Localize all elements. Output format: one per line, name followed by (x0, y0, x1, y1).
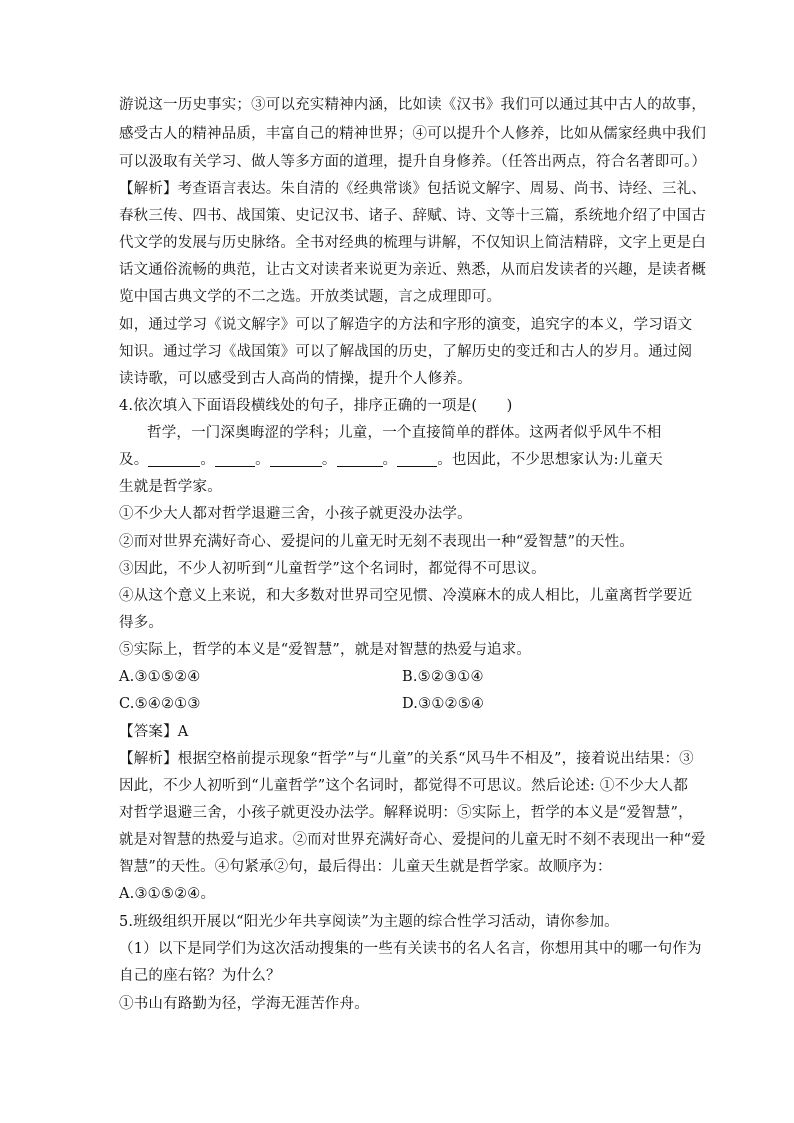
blank-line (148, 452, 200, 467)
text-line: 览中国古典文学的不二之选。开放类试题，言之成理即可。 (119, 289, 502, 305)
text-fragment: 。 (321, 452, 337, 468)
question-5-stem: 5.班级组织开展以“阳光少年共享阅读”为主题的综合性学习活动，请你参加。 (119, 914, 619, 930)
question-4-stem: 4.依次填入下面语段横线处的句子，排序正确的一项是( ) (119, 398, 513, 414)
blank-line (397, 452, 437, 467)
text-line: 因此，不少人初听到“儿童哲学”这个名词时，都觉得不可思议。然后论述: ①不少大人都 (119, 778, 689, 794)
choice-row (119, 695, 485, 713)
answer-label: 【答案】A (119, 724, 189, 740)
text-line: 可以汲取有关学习、做人等多方面的道理，提升自身修养。（任答出两点，符合名著即可。） (119, 154, 707, 170)
sentence-option: ④从这个意义上来说，和大多数对世界司空见惯、冷漠麻木的成人相比，儿童离哲学要近 (119, 588, 693, 604)
choice-b: B.⑤②③①④ (402, 669, 484, 685)
text-line: 对哲学退避三舍，小孩子就更没办法学。解释说明：⑤实际上，哲学的本义是“爱智慧”， (119, 805, 693, 821)
text-fragment: 。 (255, 452, 270, 468)
choice-a: A.③①⑤②④ (119, 669, 201, 685)
text-line: 读诗歌，可以感受到古人高尚的情操，提升个人修养。 (119, 371, 472, 387)
text-line: 感受古人的精神品质，丰富自己的精神世界；④可以提升个人修养，比如从儒家经典中我们 (119, 126, 707, 142)
text-line: 代文学的发展与历史脉络。全书对经典的梳理与讲解，不仅知识上简洁精辟，文字上更是白 (119, 235, 707, 251)
blank-line (215, 452, 255, 467)
quote-item: ①书山有路勤为径，学海无涯苦作舟。 (119, 996, 369, 1012)
text-line: 就是对智慧的热爱与追求。②而对世界充满好奇心、爱提问的儿童无时不刻不表现出一种“爱 (119, 832, 706, 848)
text-line: 哲学，一门深奥晦涩的学科；儿童，一个直接简单的群体。这两者似乎风牛不相 (147, 425, 662, 441)
sentence-option: ①不少大人都对哲学退避三舍，小孩子就更没办法学。 (119, 506, 472, 522)
text-line: 话文通俗流畅的典范，让古文对读者来说更为亲近、熟悉，从而启发读者的兴趣，是读者概 (119, 262, 707, 278)
sentence-option: ③因此，不少人初听到“儿童哲学”这个名词时，都觉得不可思议。 (119, 561, 546, 577)
text-line: A.③①⑤②④。 (119, 886, 216, 902)
fill-blank-line (119, 451, 663, 469)
text-fragment: 。 (382, 452, 398, 468)
blank-line (337, 452, 383, 467)
text-fragment: 。也因此，不少思想家认为:儿童天 (437, 452, 663, 468)
text-line: 生就是哲学家。 (119, 479, 222, 495)
text-line: 得多。 (119, 615, 164, 631)
text-fragment: 及。 (119, 452, 149, 468)
text-line: 智慧”的天性。④句紧承②句，最后得出：儿童天生就是哲学家。故顺序为： (119, 859, 612, 875)
text-line: 【解析】考查语言表达。朱自清的《经典常谈》包括说文解字、周易、尚书、诗经、三礼、 (119, 181, 707, 197)
choice-d: D.③①②⑤④ (402, 696, 485, 712)
text-line: 游说这一历史事实；③可以充实精神内涵，比如读《汉书》我们可以通过其中古人的故事， (119, 97, 707, 113)
text-line: 春秋三传、四书、战国策、史记汉书、诸子、辞赋、诗、文等十三篇，系统地介绍了中国古 (119, 208, 707, 224)
sentence-option: ②而对世界充满好奇心、爱提问的儿童无时无刻不表现出一种“爱智慧”的天性。 (119, 534, 635, 550)
text-line: 知识。通过学习《战国策》可以了解战国的历史，了解历史的变迁和古人的岁月。通过阅 (119, 344, 693, 360)
sentence-option: ⑤实际上，哲学的本义是“爱智慧”，就是对智慧的热爱与追求。 (119, 642, 532, 658)
choice-c: C.⑤④②①③ (119, 696, 201, 712)
text-line: 如，通过学习《说文解字》可以了解造字的方法和字形的演变，追究字的本义，学习语文 (119, 317, 693, 333)
blank-line (270, 452, 322, 467)
text-line: 自己的座右铭？为什么？ (119, 968, 281, 984)
text-line: （1）以下是同学们为这次活动搜集的一些有关读书的名人名言，你想用其中的哪一句作为 (119, 941, 702, 957)
choice-row (119, 668, 484, 686)
text-fragment: 。 (200, 452, 216, 468)
text-line: 【解析】根据空格前提示现象“哲学”与“儿童”的关系“风马牛不相及”，接着说出结果：③ (119, 751, 694, 767)
